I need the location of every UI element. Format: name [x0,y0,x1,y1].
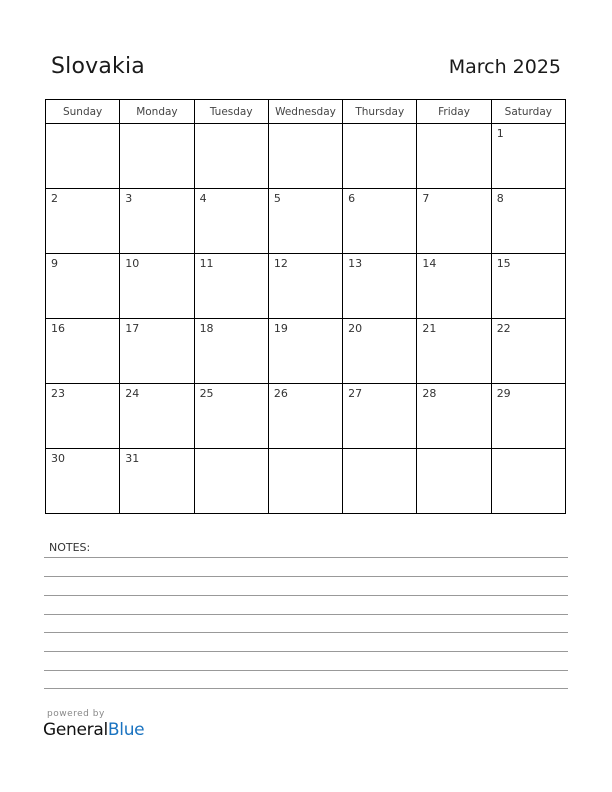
day-cell [120,384,194,449]
day-number: 6 [348,192,356,205]
day-cell [417,124,491,189]
notes-line [44,576,568,577]
week-row [46,189,566,254]
day-number [417,124,490,127]
day-cell [268,384,342,449]
day-cell [268,189,342,254]
day-number: 2 [51,192,58,205]
day-number: 7 [422,192,430,205]
day-number: 1 [496,127,504,140]
day-cell [194,254,268,319]
day-number: 9 [51,257,58,270]
day-cell [491,124,565,189]
day-number [417,449,490,452]
day-cell [417,189,491,254]
day-cell [343,124,417,189]
day-cell [268,124,342,189]
day-cell [194,189,268,254]
day-number: 26 [273,387,288,400]
day-cell [417,449,491,514]
day-number: 16 [51,322,65,335]
day-cell [120,254,194,319]
day-number: 19 [273,322,288,335]
day-number: 21 [422,322,437,335]
day-number [343,449,416,452]
day-number [492,449,565,452]
notes-label: NOTES: [49,541,91,554]
logo-general: General [43,720,108,740]
notes-line [44,651,568,652]
weekday-friday: Friday [417,100,491,124]
month-year-title: March 2025 [448,56,561,78]
day-cell [268,254,342,319]
day-number: 31 [125,452,140,465]
week-row [46,319,566,384]
day-cell [46,254,120,319]
notes-line [44,557,568,558]
weekday-wednesday: Wednesday [268,100,342,124]
week-row [46,124,566,189]
day-cell [417,319,491,384]
day-number: 15 [496,257,511,270]
day-number [195,449,268,452]
day-number [195,124,268,127]
country-title: Slovakia [51,54,145,79]
day-number: 4 [199,192,207,205]
day-number [46,124,119,127]
weekday-monday: Monday [120,100,194,124]
weekday-saturday: Saturday [491,100,565,124]
day-cell [268,449,342,514]
day-number: 30 [51,452,65,465]
day-cell [120,124,194,189]
day-cell [120,449,194,514]
day-number: 28 [422,387,437,400]
day-cell [343,319,417,384]
day-number: 8 [496,192,504,205]
day-number: 27 [348,387,363,400]
day-number [343,124,416,127]
day-cell [46,449,120,514]
week-row [46,254,566,319]
day-number: 29 [496,387,511,400]
day-cell [491,254,565,319]
notes-line [44,632,568,633]
day-number: 5 [273,192,281,205]
day-number: 22 [496,322,511,335]
day-number: 20 [348,322,363,335]
day-cell [491,189,565,254]
week-row [46,449,566,514]
day-number: 10 [125,257,140,270]
day-cell [194,384,268,449]
weekday-sunday: Sunday [46,100,120,124]
calendar-grid [45,99,566,514]
day-cell [194,449,268,514]
day-cell [343,384,417,449]
day-number: 3 [125,192,133,205]
weekday-header-row [46,100,566,124]
day-cell [120,319,194,384]
day-number: 23 [51,387,65,400]
weekday-thursday: Thursday [343,100,417,124]
day-cell [194,124,268,189]
day-number: 14 [422,257,437,270]
day-cell [46,319,120,384]
day-number: 12 [273,257,288,270]
notes-line [44,595,568,596]
day-number [120,124,193,127]
week-row [46,384,566,449]
day-cell [46,189,120,254]
day-number: 25 [199,387,214,400]
notes-line [44,688,568,689]
day-cell [491,449,565,514]
notes-line [44,670,568,671]
day-cell [343,189,417,254]
day-number: 11 [199,257,214,270]
day-cell [343,254,417,319]
day-cell [491,319,565,384]
generalblue-logo [43,720,144,740]
day-cell [268,319,342,384]
powered-by-label: powered by [47,709,105,719]
day-number: 13 [348,257,363,270]
day-cell [194,319,268,384]
day-cell [491,384,565,449]
weekday-tuesday: Tuesday [194,100,268,124]
day-cell [343,449,417,514]
day-cell [417,254,491,319]
day-cell [46,384,120,449]
day-cell [120,189,194,254]
day-cell [417,384,491,449]
logo-blue: Blue [107,720,145,740]
day-number: 17 [125,322,140,335]
day-number [269,449,342,452]
day-number: 18 [199,322,214,335]
day-number: 24 [125,387,140,400]
notes-line [44,614,568,615]
day-cell [46,124,120,189]
day-number [269,124,342,127]
